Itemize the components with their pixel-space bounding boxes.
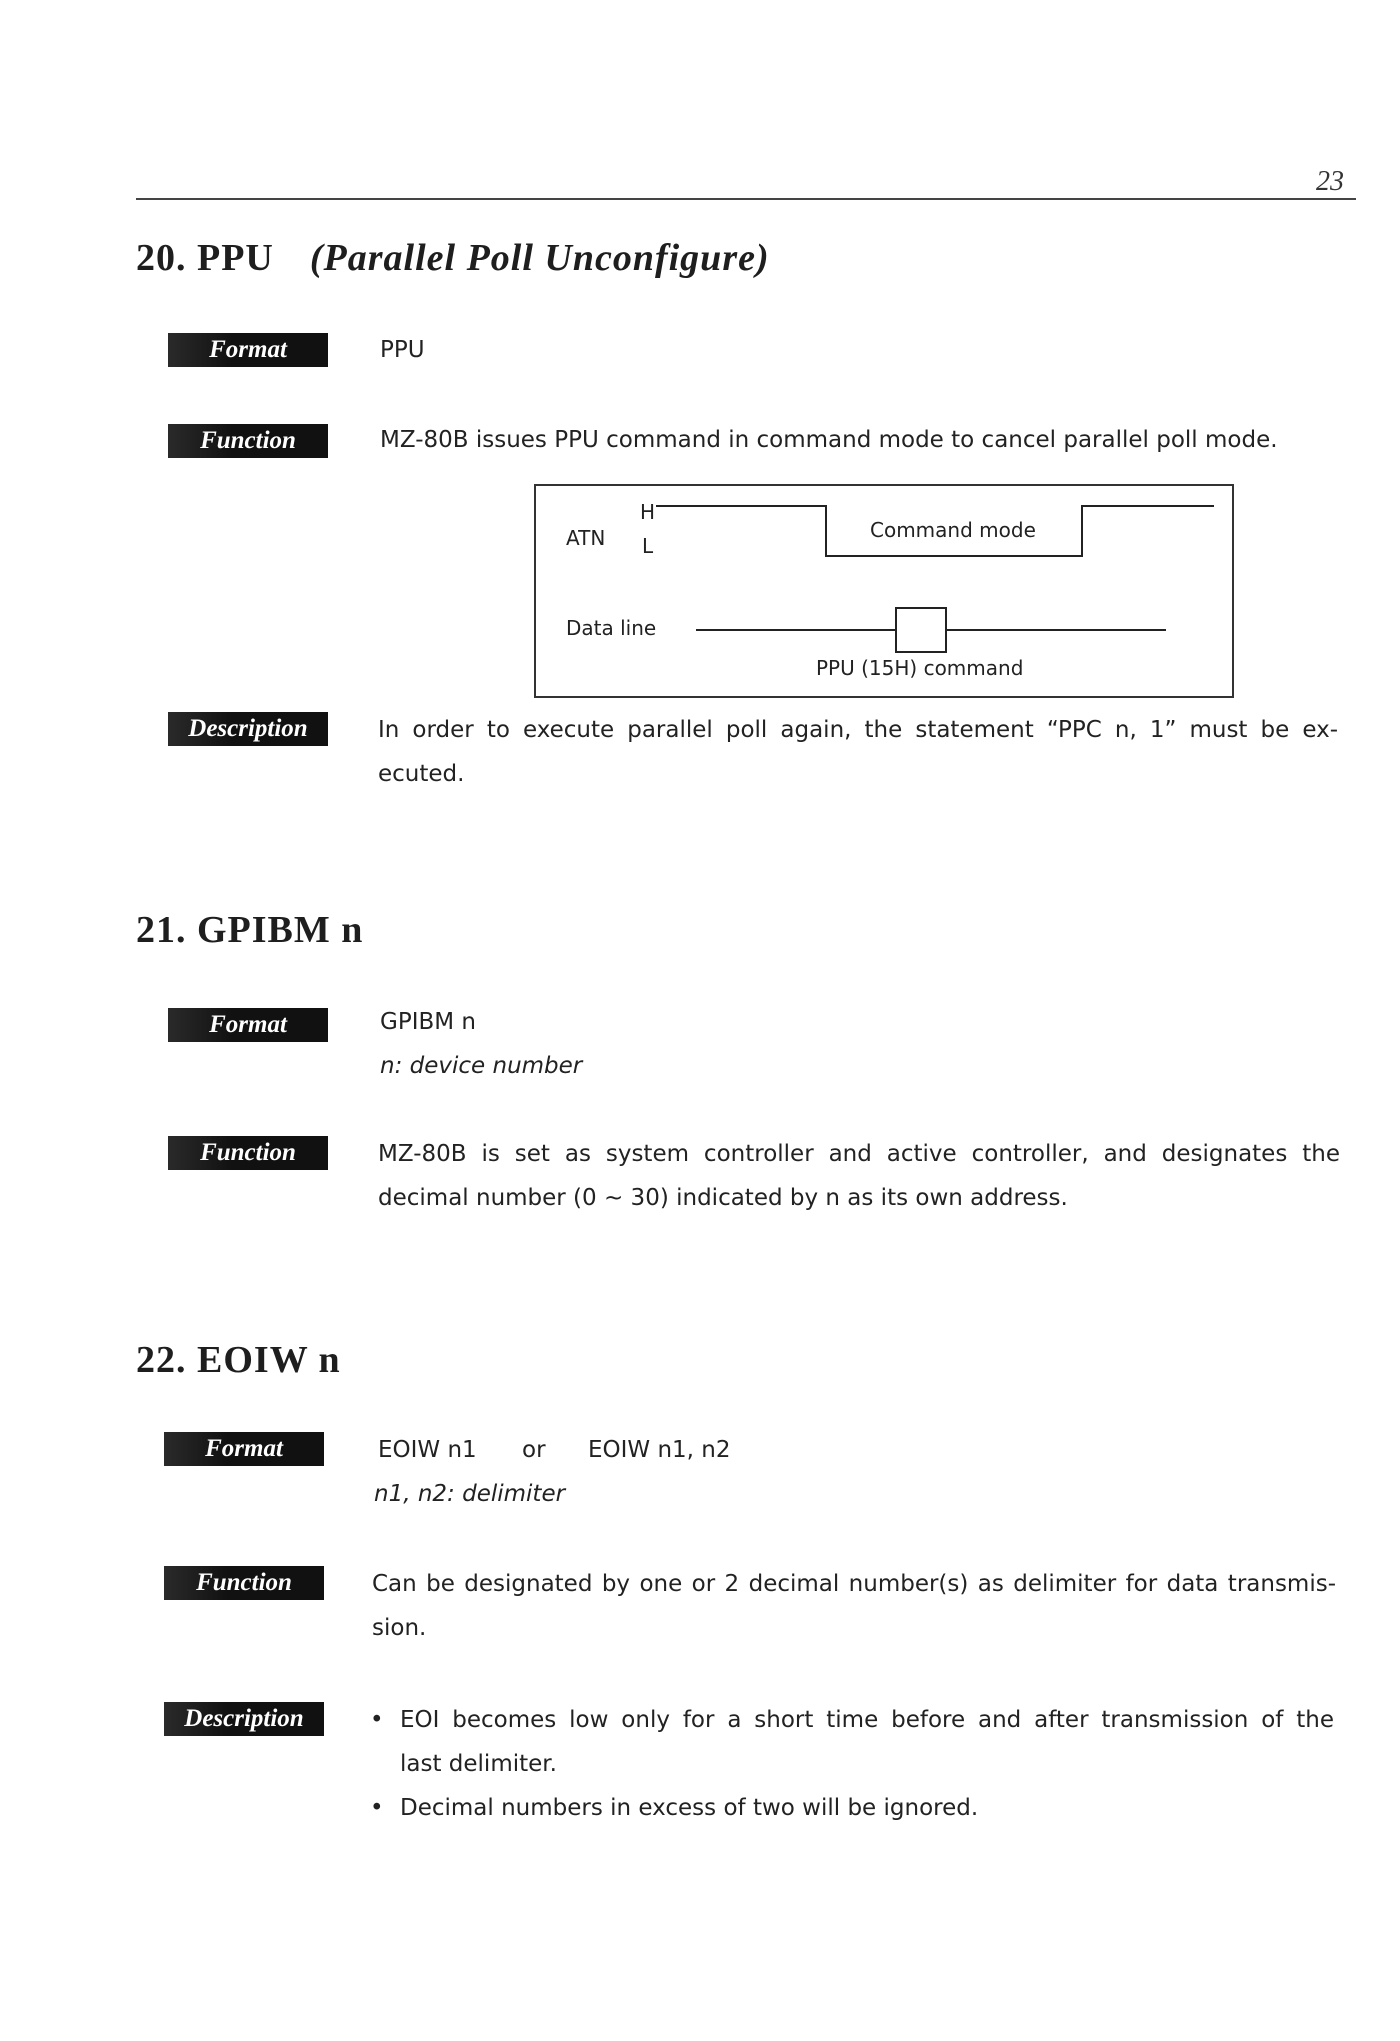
atn-high-label: H [640, 500, 656, 524]
bullet-dot: • [370, 1707, 384, 1733]
description-label: Description [164, 1702, 324, 1736]
format-label: Format [168, 1008, 328, 1042]
function-label: Function [168, 1136, 328, 1170]
format-note: n: device number [380, 1053, 583, 1079]
bullet-1-line-1: EOI becomes low only for a short time before and after transmission of the [400, 1707, 1334, 1733]
bullet-dot: • [370, 1795, 384, 1821]
function-line-1: MZ-80B is set as system controller and active controller, and designates the [378, 1141, 1340, 1167]
function-text: MZ-80B issues PPU command in command mode to cancel parallel poll mode. [380, 427, 1278, 453]
format-label: Format [164, 1432, 324, 1466]
section-20-subtitle: (Parallel Poll Unconfigure) [309, 237, 770, 279]
section-20-title: 20. PPU [136, 237, 274, 279]
section-21-heading: 21. GPIBM n [136, 909, 364, 951]
format-label: Format [168, 333, 328, 367]
format-text: GPIBM n [380, 1009, 476, 1035]
bullet-1-line-2: last delimiter. [400, 1751, 557, 1777]
page-number: 23 [1316, 166, 1344, 197]
format-text-a: EOIW n1 [378, 1437, 477, 1463]
ppu-command-label: PPU (15H) command [816, 656, 1024, 680]
function-label: Function [168, 424, 328, 458]
format-note: n1, n2: delimiter [374, 1481, 566, 1507]
format-text: PPU [380, 337, 425, 363]
atn-low-label: L [642, 534, 654, 558]
command-mode-label: Command mode [870, 518, 1036, 542]
function-label: Function [164, 1566, 324, 1600]
format-text-b: EOIW n1, n2 [588, 1437, 731, 1463]
description-line-1: In order to execute parallel poll again, the statement “PPC n, 1” must be ex- [378, 717, 1338, 743]
section-20-heading [136, 236, 770, 280]
function-line-2: sion. [372, 1615, 427, 1641]
description-line-2: ecuted. [378, 761, 465, 787]
bullet-2-line-1: Decimal numbers in excess of two will be ignored. [400, 1795, 979, 1821]
section-22-heading: 22. EOIW n [136, 1339, 341, 1381]
atn-label: ATN [566, 526, 606, 550]
function-line-1: Can be designated by one or 2 decimal number(s) as delimiter for data transmis- [372, 1571, 1336, 1597]
header-rule [136, 198, 1356, 200]
function-line-2: decimal number (0 ~ 30) indicated by n as its own address. [378, 1185, 1068, 1211]
data-line-label: Data line [566, 616, 657, 640]
description-label: Description [168, 712, 328, 746]
timing-diagram [534, 484, 1234, 698]
format-or: or [522, 1437, 546, 1463]
